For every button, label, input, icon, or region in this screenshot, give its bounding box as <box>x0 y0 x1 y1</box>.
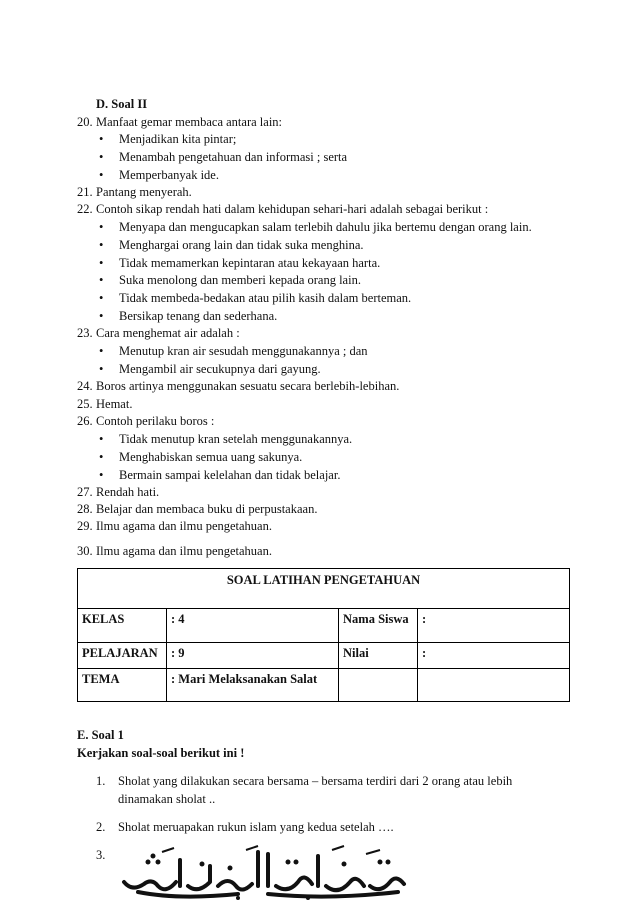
list-item: 30. Ilmu agama dan ilmu pengetahuan. <box>77 544 272 558</box>
list-item: 20. Manfaat gemar membaca antara lain: <box>77 115 283 129</box>
bullet-item: • Menghabiskan semua uang sakunya. <box>99 450 303 464</box>
list-item: 22. Contoh sikap rendah hati dalam kehidupan sehari-hari adalah sebagai berikut : <box>77 202 489 216</box>
bullet-item: • Bersikap tenang dan sederhana. <box>99 309 278 323</box>
kelas-value: : 4 <box>167 609 339 643</box>
list-item: 27. Rendah hati. <box>77 485 160 499</box>
empty-cell <box>339 669 418 702</box>
bullet-item: • Menutup kran air sesudah menggunakannya ; dan <box>99 344 368 358</box>
nilai-value: : <box>418 643 570 669</box>
info-table <box>77 568 570 702</box>
bullet-item: • Memperbanyak ide. <box>99 168 219 182</box>
nama-label: Nama Siswa <box>339 609 418 643</box>
question-number: 1. <box>96 774 106 788</box>
empty-cell <box>418 669 570 702</box>
pelajaran-label: PELAJARAN <box>78 643 167 669</box>
table-title: SOAL LATIHAN PENGETAHUAN <box>78 569 570 609</box>
section-d-heading: D. Soal II <box>96 97 148 111</box>
bullet-item: • Tidak menutup kran setelah menggunakannya. <box>99 432 353 446</box>
arabic-calligraphy-image <box>118 842 410 900</box>
question-number: 3. <box>96 848 106 862</box>
section-e-heading: E. Soal 1 <box>77 728 124 742</box>
list-item: 21. Pantang menyerah. <box>77 185 192 199</box>
tema-value: : Mari Melaksanakan Salat <box>167 669 339 702</box>
nilai-label: Nilai <box>339 643 418 669</box>
bullet-item: • Menghargai orang lain dan tidak suka menghina. <box>99 238 364 252</box>
pelajaran-value: : 9 <box>167 643 339 669</box>
section-e-instruction: Kerjakan soal-soal berikut ini ! <box>77 746 245 760</box>
list-item: 23. Cara menghemat air adalah : <box>77 326 240 340</box>
list-item: 29. Ilmu agama dan ilmu pengetahuan. <box>77 519 272 533</box>
bullet-item: • Suka menolong dan memberi kepada orang lain. <box>99 273 361 287</box>
bullet-item: • Bermain sampai kelelahan dan tidak belajar. <box>99 468 341 482</box>
question-number: 2. <box>96 820 106 834</box>
question-text: Sholat yang dilakukan secara bersama – bersama terdiri dari 2 orang atau lebih <box>118 774 513 788</box>
list-item: 25. Hemat. <box>77 397 133 411</box>
bullet-item: • Menambah pengetahuan dan informasi ; serta <box>99 150 348 164</box>
question-text: Sholat meruapakan rukun islam yang kedua setelah …. <box>118 820 394 834</box>
bullet-item: • Tidak memamerkan kepintaran atau kekayaan harta. <box>99 256 381 270</box>
tema-label: TEMA <box>78 669 167 702</box>
nama-value: : <box>418 609 570 643</box>
list-item: 28. Belajar dan membaca buku di perpustakaan. <box>77 502 318 516</box>
bullet-item: • Mengambil air secukupnya dari gayung. <box>99 362 321 376</box>
bullet-item: • Tidak membeda-bedakan atau pilih kasih dalam berteman. <box>99 291 412 305</box>
list-item: 24. Boros artinya menggunakan sesuatu secara berlebih-lebihan. <box>77 379 400 393</box>
question-text-cont: dinamakan sholat .. <box>118 792 216 806</box>
kelas-label: KELAS <box>78 609 167 643</box>
list-item: 26. Contoh perilaku boros : <box>77 414 215 428</box>
bullet-item: • Menjadikan kita pintar; <box>99 132 237 146</box>
bullet-item: • Menyapa dan mengucapkan salam terlebih dahulu jika bertemu dengan orang lain. <box>99 220 532 234</box>
